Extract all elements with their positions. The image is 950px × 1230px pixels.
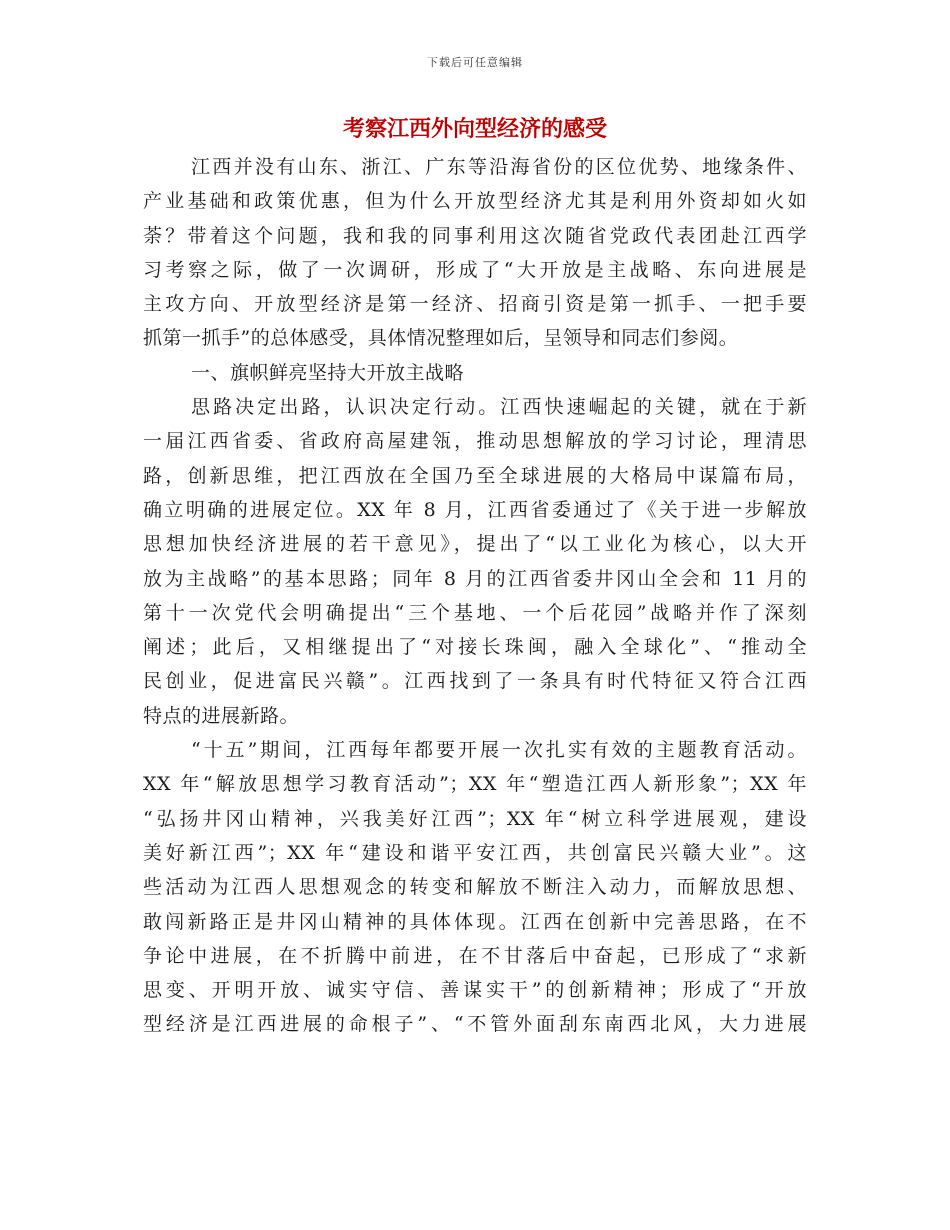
page-header-note: 下载后可任意编辑 [427,56,523,69]
paragraph-line: 美好新江西”；XX 年“建设和谐平安江西，共创富民兴赣大业”。这 [143,841,807,864]
document-body [143,150,807,1042]
paragraph-line: 阐述；此后，又相继提出了“对接长珠闽，融入全球化”、“推动全 [143,636,807,659]
paragraph-line: 放为主战略”的基本思路；同年 8 月的江西省委井冈山全会和 11 月的 [143,567,807,590]
paragraph-line: 习考察之际，做了一次调研，形成了“大开放是主战略、东向进展是 [143,258,807,281]
paragraph-line: 一届江西省委、省政府高屋建瓴，推动思想解放的学习讨论，理清思 [143,430,807,453]
paragraph-line: 思路决定出路，认识决定行动。江西快速崛起的关键，就在于新 [191,396,807,419]
paragraph-line: 路，创新思维，把江西放在全国乃至全球进展的大格局中谋篇布局， [143,464,807,487]
paragraph-line: 主攻方向、开放型经济是第一经济、招商引资是第一抓手、一把手要 [143,293,807,316]
paragraph-line: 思变、开明开放、诚实守信、善谋实干”的创新精神；形成了“开放 [143,979,807,1002]
paragraph-line: 产业基础和政策优惠，但为什么开放型经济尤其是利用外资却如火如 [143,190,807,213]
paragraph-line: 江西并没有山东、浙江、广东等沿海省份的区位优势、地缘条件、 [191,156,807,178]
document-title: 考察江西外向型经济的感受 [342,117,607,142]
section-heading: 一、旗帜鲜亮坚持大开放主战略 [191,361,465,384]
paragraph-line: 抓第一抓手”的总体感受，具体情况整理如后，呈领导和同志们参阅。 [143,327,739,350]
paragraph-line: 些活动为江西人思想观念的转变和解放不断注入动力，而解放思想、 [143,876,807,899]
paragraph-line: 第十一次党代会明确提出“三个基地、一个后花园”战略并作了深刻 [143,601,807,624]
paragraph-line: 确立明确的进展定位。XX 年 8 月，江西省委通过了《关于进一步解放 [143,498,807,521]
paragraph-line: 特点的进展新路。 [143,704,300,727]
paragraph-line: 思想加快经济进展的若干意见》，提出了“以工业化为核心，以大开 [143,533,807,556]
paragraph-line: 民创业，促进富民兴赣”。江西找到了一条具有时代特征又符合江西 [143,670,807,693]
paragraph-line: XX 年“解放思想学习教育活动”；XX 年“塑造江西人新形象”；XX 年 [143,773,807,796]
paragraph-line: 荼？带着这个问题，我和我的同事利用这次随省党政代表团赴江西学 [143,224,807,247]
paragraph-line: 型经济是江西进展的命根子”、“不管外面刮东南西北风，大力进展 [143,1013,807,1036]
paragraph-line: “弘扬井冈山精神，兴我美好江西”；XX 年“树立科学进展观，建设 [143,807,807,830]
paragraph-line: 争论中进展，在不折腾中前进，在不甘落后中奋起，已形成了“求新 [143,944,807,967]
paragraph-line: 敢闯新路正是井冈山精神的具体体现。江西在创新中完善思路，在不 [143,910,807,933]
paragraph-line: “十五”期间，江西每年都要开展一次扎实有效的主题教育活动。 [191,739,807,762]
